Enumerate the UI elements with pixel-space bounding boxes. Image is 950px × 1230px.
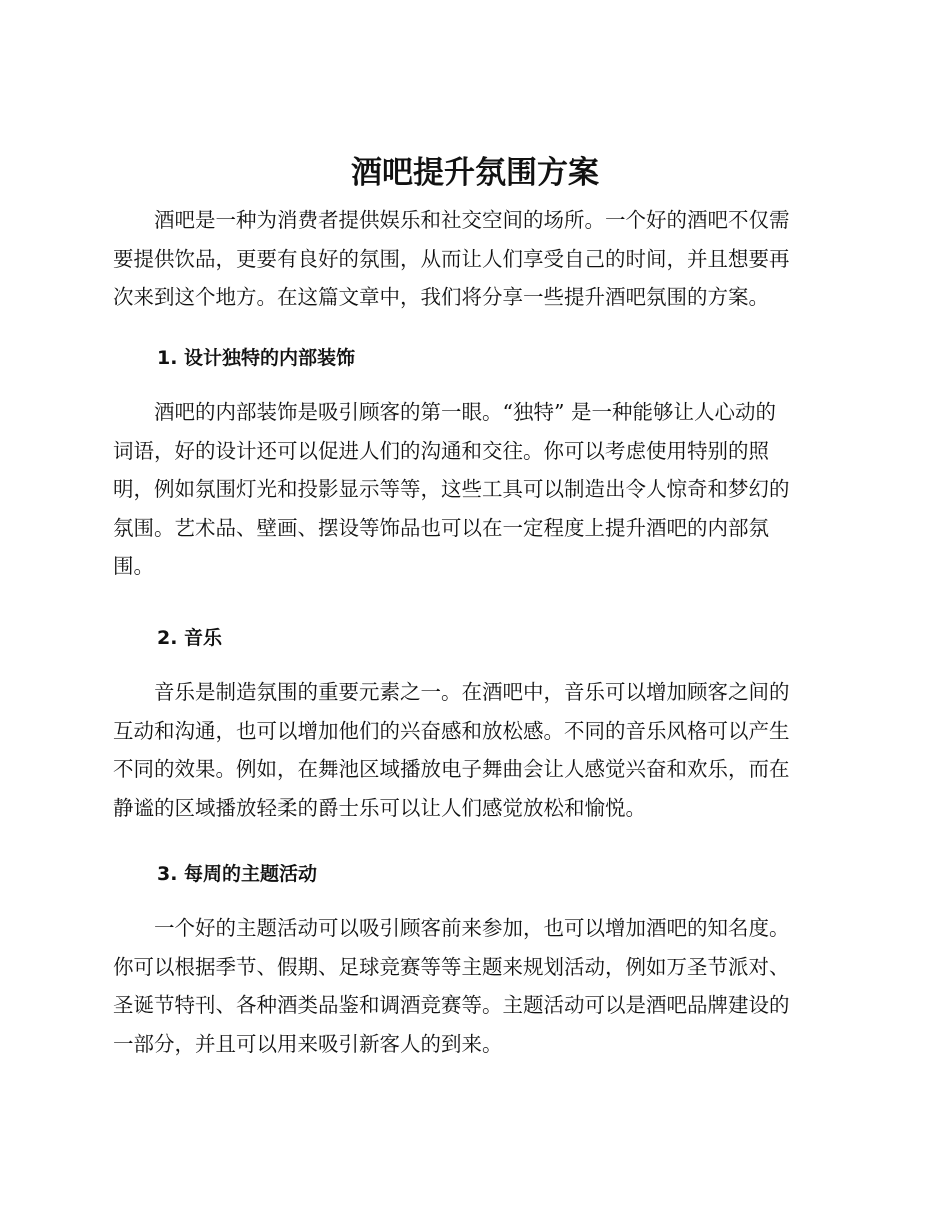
section-paragraph-interior-design [113, 393, 835, 586]
paragraph-line: 词语，好的设计还可以促进人们的沟通和交往。你可以考虑使用特别的照 [113, 438, 769, 463]
paragraph-line: 氛围。艺术品、壁画、摆设等饰品也可以在一定程度上提升酒吧的内部氛 [113, 515, 769, 540]
paragraph-line: 围。 [113, 554, 154, 578]
section-paragraph-music [113, 673, 835, 827]
intro-paragraph [113, 201, 835, 317]
paragraph-line: 要提供饮品，更要有良好的氛围，从而让人们享受自己的时间，并且想要再 [113, 246, 790, 271]
paragraph-line: 音乐是制造氛围的重要元素之一。在酒吧中，音乐可以增加顾客之间的 [113, 680, 790, 704]
section-heading-weekly-events: 3. 每周的主题活动 [157, 863, 318, 885]
paragraph-line: 酒吧是一种为消费者提供娱乐和社交空间的场所。一个好的酒吧不仅需 [113, 208, 790, 232]
paragraph-line: 一个好的主题活动可以吸引顾客前来参加，也可以增加酒吧的知名度。 [113, 916, 790, 940]
section-heading-interior-design: 1. 设计独特的内部装饰 [157, 347, 356, 369]
page-title: 酒吧提升氛围方案 [351, 155, 599, 191]
paragraph-line: 静谧的区域播放轻柔的爵士乐可以让人们感觉放松和愉悦。 [113, 795, 646, 820]
section-paragraph-weekly-events [113, 909, 835, 1063]
paragraph-line: 不同的效果。例如，在舞池区域播放电子舞曲会让人感觉兴奋和欢乐，而在 [113, 757, 790, 781]
paragraph-line: 互动和沟通，也可以增加他们的兴奋感和放松感。不同的音乐风格可以产生 [113, 718, 790, 743]
paragraph-line: 次来到这个地方。在这篇文章中，我们将分享一些提升酒吧氛围的方案。 [113, 285, 769, 309]
paragraph-line: 一部分，并且可以用来吸引新客人的到来。 [113, 1031, 503, 1056]
paragraph-line: 圣诞节特刊、各种酒类品鉴和调酒竞赛等。主题活动可以是酒吧品牌建设的 [113, 993, 790, 1017]
section-heading-music: 2. 音乐 [157, 627, 223, 649]
paragraph-line: 酒吧的内部装饰是吸引顾客的第一眼。“独特” 是一种能够让人心动的 [113, 400, 776, 424]
paragraph-line: 你可以根据季节、假期、足球竞赛等等主题来规划活动，例如万圣节派对、 [113, 954, 790, 979]
paragraph-line: 明，例如氛围灯光和投影显示等等，这些工具可以制造出令人惊奇和梦幻的 [113, 477, 790, 501]
